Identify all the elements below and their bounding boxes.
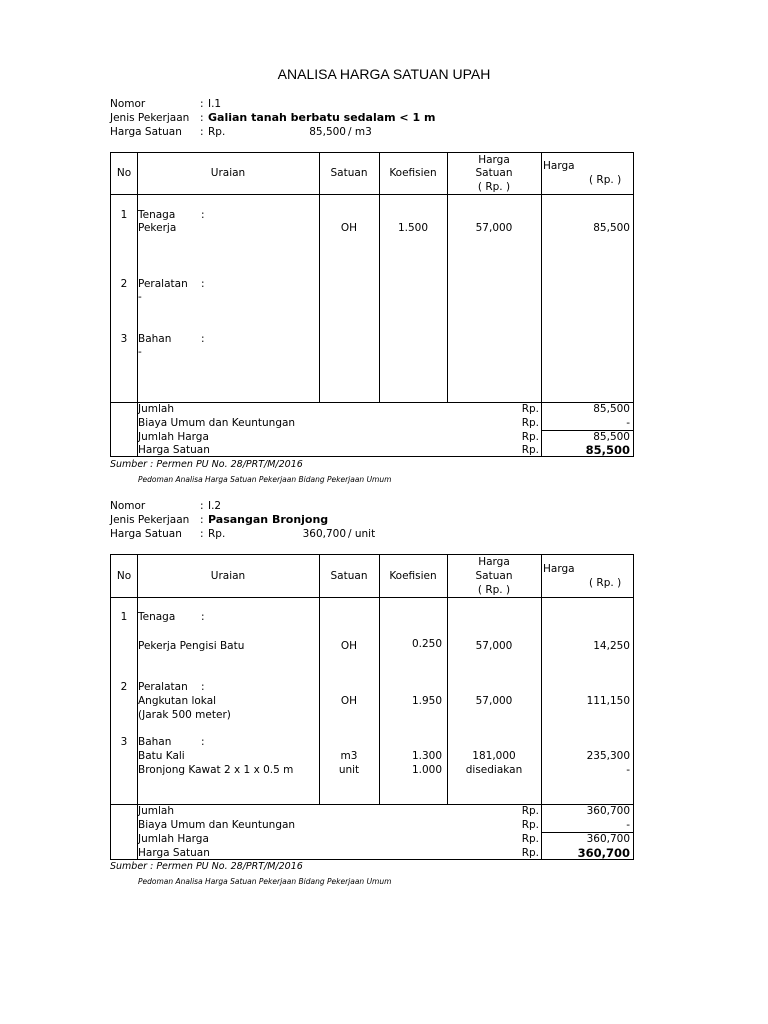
tenaga-satuan: OH xyxy=(340,222,358,234)
tenaga-harga-satuan: 57,000 xyxy=(475,640,513,652)
jumlah-harga-value: 85,500 xyxy=(593,431,630,443)
colon: : xyxy=(201,681,205,693)
peralatan-satuan: OH xyxy=(340,695,358,707)
peralatan-item: - xyxy=(138,291,142,303)
rp-label: Rp. xyxy=(521,403,539,415)
bahan-item: Bronjong Kawat 2 x 1 x 0.5 m xyxy=(138,764,294,776)
colon: : xyxy=(200,126,204,138)
col-harga: Harga xyxy=(543,160,575,172)
jumlah-label: Jumlah xyxy=(138,403,174,415)
row-number: 1 xyxy=(120,611,128,623)
harga-satuan-total-value: 360,700 xyxy=(577,846,630,860)
peralatan-harga: 111,150 xyxy=(586,695,630,707)
colon: : xyxy=(201,736,205,748)
col-harga-satuan: Satuan xyxy=(475,570,513,582)
harga-satuan-total-value: 85,500 xyxy=(585,443,630,457)
biaya-umum-value: - xyxy=(626,417,630,429)
col-koefisien: Koefisien xyxy=(389,167,437,179)
jumlah-harga-value: 360,700 xyxy=(586,833,630,845)
tenaga-harga: 14,250 xyxy=(593,640,630,652)
bahan-harga-satuan: disediakan xyxy=(465,764,523,776)
row-number: 2 xyxy=(120,278,128,290)
peralatan-harga-satuan: 57,000 xyxy=(475,695,513,707)
colon: : xyxy=(200,98,204,110)
nomor-value: I.2 xyxy=(208,500,222,512)
biaya-umum-label: Biaya Umum dan Keuntungan xyxy=(138,417,296,429)
rp-label: Rp. xyxy=(521,833,539,845)
col-harga: ( Rp. ) xyxy=(589,174,622,186)
harga-satuan-unit: / m3 xyxy=(348,126,372,138)
bahan-koefisien: 1.300 xyxy=(411,750,442,762)
col-harga: ( Rp. ) xyxy=(589,577,622,589)
rp-label: Rp. xyxy=(521,805,539,817)
colon: : xyxy=(200,500,204,512)
biaya-umum-label: Biaya Umum dan Keuntungan xyxy=(138,819,296,831)
source-note: Sumber : Permen PU No. 28/PRT/M/2016 xyxy=(110,861,303,872)
section2-table xyxy=(110,554,634,860)
colon: : xyxy=(200,528,204,540)
harga-satuan-label: Harga Satuan xyxy=(110,528,182,540)
peralatan-koefisien: 1.950 xyxy=(411,695,442,707)
peralatan-label: Peralatan xyxy=(138,278,188,290)
tenaga-item: Pekerja xyxy=(138,222,177,234)
bahan-item: Batu Kali xyxy=(138,750,185,762)
harga-satuan-label: Harga Satuan xyxy=(110,126,182,138)
tenaga-koefisien: 1.500 xyxy=(397,222,429,234)
colon: : xyxy=(201,209,205,221)
row-number: 2 xyxy=(120,681,128,693)
rp-label: Rp. xyxy=(521,431,539,443)
tenaga-harga: 85,500 xyxy=(593,222,630,234)
nomor-label: Nomor xyxy=(110,98,146,110)
jenis-value: Pasangan Bronjong xyxy=(208,513,329,526)
rp-label: Rp. xyxy=(521,417,539,429)
tenaga-item: Pekerja Pengisi Batu xyxy=(138,640,245,652)
biaya-umum-value: - xyxy=(626,819,630,831)
colon: : xyxy=(201,333,205,345)
pedoman-note: Pedoman Analisa Harga Satuan Pekerjaan Bidang Pekerjaan Umum xyxy=(138,475,392,484)
bahan-label: Bahan xyxy=(138,736,172,748)
harga-satuan-total-label: Harga Satuan xyxy=(138,444,210,456)
jumlah-label: Jumlah xyxy=(138,805,174,817)
nomor-label: Nomor xyxy=(110,500,146,512)
col-koefisien: Koefisien xyxy=(389,570,437,582)
tenaga-koefisien: 0.250 xyxy=(411,638,442,650)
bahan-satuan: unit xyxy=(338,764,360,776)
jumlah-harga-label: Jumlah Harga xyxy=(138,431,209,443)
tenaga-label: Tenaga xyxy=(138,611,176,623)
jumlah-value: 360,700 xyxy=(586,805,630,817)
jenis-value: Galian tanah berbatu sedalam < 1 m xyxy=(208,111,436,124)
harga-satuan-value: 360,700 xyxy=(302,528,346,540)
peralatan-item: Angkutan lokal xyxy=(138,695,217,707)
jumlah-harga-label: Jumlah Harga xyxy=(138,833,209,845)
colon: : xyxy=(200,514,204,526)
rp-label: Rp. xyxy=(208,528,226,540)
tenaga-satuan: OH xyxy=(340,640,358,652)
rp-label: Rp. xyxy=(521,444,539,456)
rp-label: Rp. xyxy=(208,126,226,138)
col-satuan: Satuan xyxy=(330,167,368,179)
colon: : xyxy=(201,278,205,290)
page-title: ANALISA HARGA SATUAN UPAH xyxy=(277,66,491,82)
row-number: 3 xyxy=(120,736,128,748)
peralatan-label: Peralatan xyxy=(138,681,188,693)
col-uraian: Uraian xyxy=(210,167,246,179)
col-harga-satuan: Satuan xyxy=(475,167,513,179)
source-note: Sumber : Permen PU No. 28/PRT/M/2016 xyxy=(110,459,303,470)
bahan-item: - xyxy=(138,346,142,358)
tenaga-harga-satuan: 57,000 xyxy=(475,222,513,234)
rp-label: Rp. xyxy=(521,847,539,859)
harga-satuan-unit: / unit xyxy=(348,528,376,540)
col-uraian: Uraian xyxy=(210,570,246,582)
jenis-label: Jenis Pekerjaan xyxy=(110,112,190,124)
col-harga: Harga xyxy=(543,563,575,575)
harga-satuan-value: 85,500 xyxy=(309,126,346,138)
bahan-label: Bahan xyxy=(138,333,172,345)
col-harga-satuan: ( Rp. ) xyxy=(477,584,511,596)
bahan-koefisien: 1.000 xyxy=(411,764,442,776)
rp-label: Rp. xyxy=(521,819,539,831)
tenaga-label: Tenaga xyxy=(138,209,176,221)
col-no: No xyxy=(116,167,132,179)
bahan-harga: 235,300 xyxy=(586,750,630,762)
pedoman-note: Pedoman Analisa Harga Satuan Pekerjaan Bidang Pekerjaan Umum xyxy=(138,877,392,886)
bahan-satuan: m3 xyxy=(340,750,358,762)
bahan-harga: - xyxy=(626,764,630,776)
bahan-harga-satuan: 181,000 xyxy=(472,750,516,762)
nomor-value: I.1 xyxy=(208,98,222,110)
harga-satuan-total-label: Harga Satuan xyxy=(138,847,210,859)
jenis-label: Jenis Pekerjaan xyxy=(110,514,190,526)
jumlah-value: 85,500 xyxy=(593,403,630,415)
col-no: No xyxy=(116,570,132,582)
col-harga-satuan: ( Rp. ) xyxy=(477,181,511,193)
col-harga-satuan: Harga xyxy=(478,154,510,166)
peralatan-item-note: (Jarak 500 meter) xyxy=(138,709,231,721)
col-harga-satuan: Harga xyxy=(478,556,510,568)
section1-table xyxy=(110,152,634,457)
colon: : xyxy=(200,112,204,124)
row-number: 1 xyxy=(120,209,128,221)
row-number: 3 xyxy=(120,333,128,345)
colon: : xyxy=(201,611,205,623)
col-satuan: Satuan xyxy=(330,570,368,582)
